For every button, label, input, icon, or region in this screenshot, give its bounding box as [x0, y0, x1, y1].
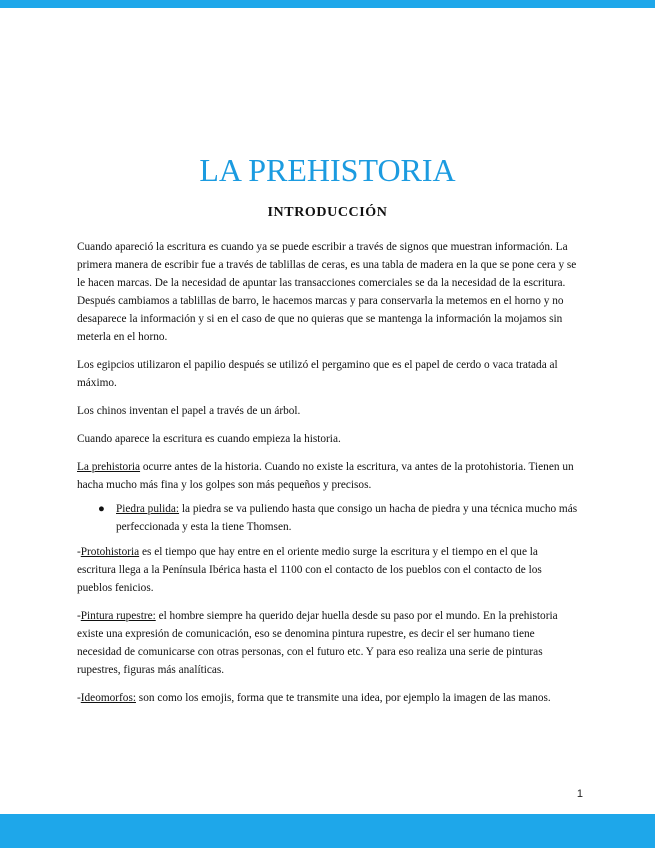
dash-prefix: - [77, 610, 81, 622]
term-ideomorfos: Ideomorfos: [80, 692, 136, 704]
bullet-list [77, 500, 579, 536]
paragraph [77, 607, 579, 679]
header-accent-bar [0, 0, 655, 8]
term-prehistoria: La prehistoria [77, 461, 141, 473]
bullet-icon: ● [98, 503, 105, 515]
paragraph [77, 689, 579, 707]
section-heading: INTRODUCCIÓN [267, 205, 388, 220]
paragraph: Cuando aparece la escritura es cuando empieza la historia. [77, 433, 341, 445]
paragraph: Los chinos inventan el papel a través de un árbol. [77, 405, 301, 417]
dash-prefix: - [77, 546, 81, 558]
paragraph [77, 458, 579, 494]
paragraph-text: son como los emojis, forma que te transmite una idea, por ejemplo la imagen de las manos. [135, 692, 551, 704]
term-piedra-pulida: Piedra pulida: [116, 503, 180, 515]
page-title: LA PREHISTORIA [199, 152, 456, 188]
paragraph [77, 543, 579, 597]
list-item [77, 500, 579, 536]
paragraph-text: ocurre antes de la historia. Cuando no existe la escritura, va antes de la protohistoria. Tienen un hacha mucho más fina y los golpes son más pequeños y precisos. [77, 461, 574, 491]
term-pintura-rupestre: Pintura rupestre: [80, 610, 156, 622]
page-number: 1 [576, 788, 583, 800]
paragraph: Cuando apareció la escritura es cuando ya se puede escribir a través de signos que muestran información. La primera manera de escribir fue a través de tablillas de ceras, es una tabla de madera en la que se pone cera y se le hacen marcas. De la necesidad de apuntar las transacciones comerciales se da la necesidad de la escritura. Después cambiamos a tablillas de barro, le hacemos marcas y para conservarla la metemos en el horno y no desaparece la información y si en el caso de que no quieras que se mantenga la información la mojamos sin meterla en el horno. [77, 241, 577, 343]
list-item-text: la piedra se va puliendo hasta que consigo un hacha de piedra y una técnica mucho más perfeccionada y esta la tiene Thomsen. [116, 503, 578, 533]
footer-accent-bar [0, 814, 655, 848]
term-protohistoria: Protohistoria [80, 546, 140, 558]
paragraph-text: es el tiempo que hay entre en el oriente medio surge la escritura y el tiempo en el que la escritura llega a la Península Ibérica hasta el 1100 con el contacto de los pueblos con el contacto de los pueblos fenicios. [77, 546, 542, 594]
paragraph: Los egipcios utilizaron el papilio después se utilizó el pergamino que es el papel de cerdo o vaca tratada al máximo. [77, 359, 558, 389]
document-body [77, 238, 579, 717]
paragraph-text: el hombre siempre ha querido dejar huella desde su paso por el mundo. En la prehistoria existe una expresión de comunicación, eso se denomina pintura rupestre, es decir el ser humano tiene necesidad de comunicarse con otras personas, con el futuro etc. Y para eso realiza una serie de pinturas rupestres, figuras más analíticas. [77, 610, 558, 676]
dash-prefix: - [77, 692, 81, 704]
